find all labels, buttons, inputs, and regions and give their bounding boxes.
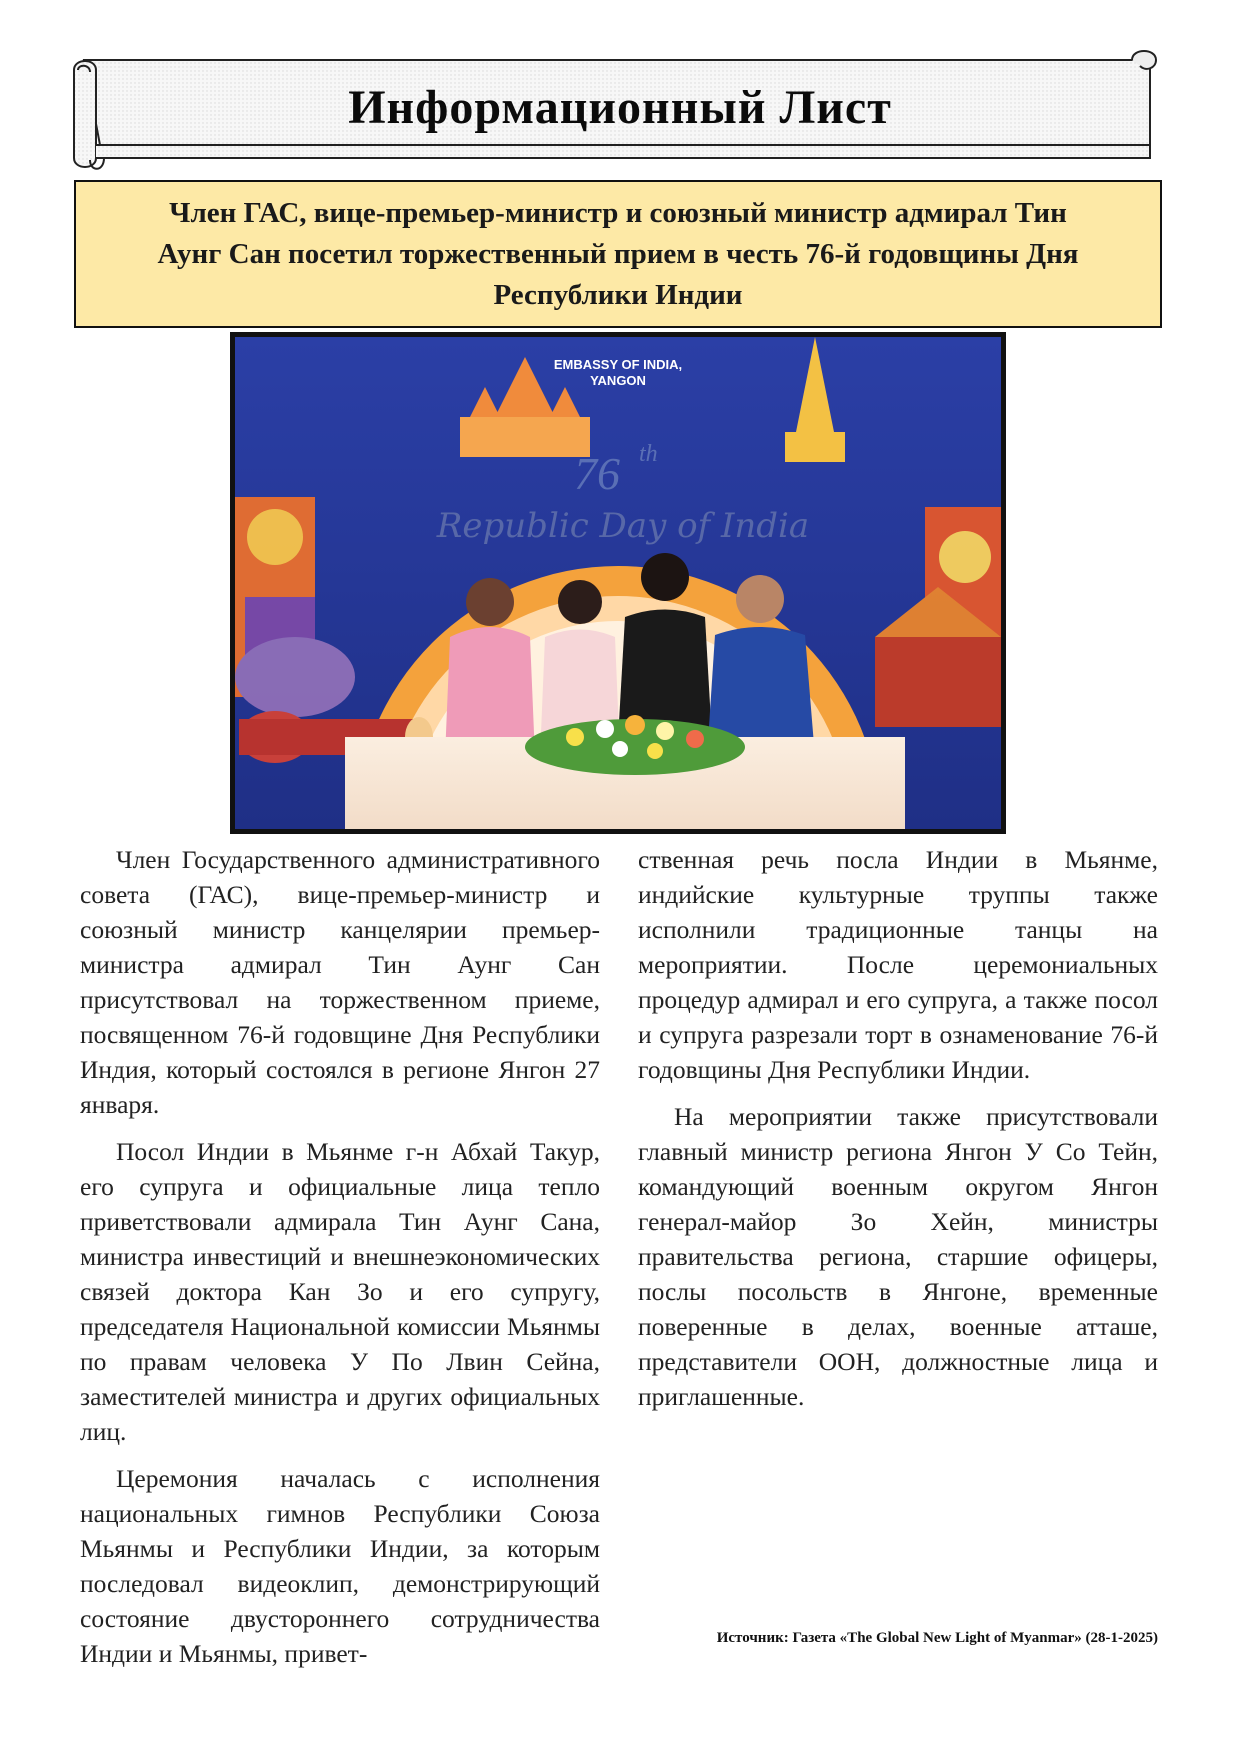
- article-column-left: [80, 842, 600, 1683]
- headline-text: Член ГАС, вице-премьер-министр и союзный министр адмирал Тин Аунг Сан посетил торжественный прием в честь 76-й годовщины Дня Республики Индии: [157, 196, 1079, 311]
- paragraph: На мероприятии также присутствовали главный министр региона Янгон У Со Тейн, командующий военным округом Янгон генерал-майор Зо Хейн, министры правительства региона, старшие офицеры, послы посольств в Янгоне, временные поверенные в делах, военные атташе, представители ООН, должностные лица и приглашенные.: [638, 1102, 1158, 1411]
- source-citation: Источник: Газета «The Global New Light of Myanmar» (28-1-2025): [716, 1630, 1158, 1646]
- headline-box: [74, 180, 1162, 328]
- anniversary-suffix: th: [639, 441, 658, 467]
- event-title: Republic Day of India: [436, 506, 810, 546]
- page-title: Информационный Лист: [348, 81, 892, 134]
- paragraph: Член Государственного административного совета (ГАС), вице-премьер-министр и союзный министр канцелярии премьер-министра адмирал Тин Аунг Сан присутствовал на торжественном приеме, посвященном 76-й годовщине Дня Республики Индия, который состоялся в регионе Янгон 27 января.: [80, 845, 600, 1119]
- article-column-right: [638, 842, 1158, 1426]
- embassy-line-2: YANGON: [590, 373, 646, 388]
- event-photo-illustration: [235, 337, 1001, 829]
- anniversary-number: 76: [574, 448, 620, 499]
- paragraph: ственная речь посла Индии в Мьянме, индийские культурные труппы также исполнили традиционные танцы на мероприятии. После церемониальных процедур адмирал и его супруга, а также посол и супруга разрезали торт в ознаменование 76-й годовщины Дня Республики Индии.: [638, 845, 1158, 1084]
- paragraph: Посол Индии в Мьянме г-н Абхай Такур, его супруга и официальные лица тепло приветствовали адмирала Тин Аунг Сана, министра инвестиций и внешнеэкономических связей доктора Кан Зо и его супругу, председателя Национальной комиссии Мьянмы по правам человека У По Лвин Сейна, заместителей министра и других официальных лиц.: [80, 1137, 600, 1446]
- event-photo: [230, 332, 1006, 834]
- embassy-line-1: EMBASSY OF INDIA,: [553, 357, 683, 372]
- paragraph: Церемония началась с исполнения национальных гимнов Республики Союза Мьянмы и Республики Индии, за которым последовал видеоклип, демонстрирующий состояние двустороннего сотрудничества Индии и Мьянмы, привет-: [80, 1464, 600, 1668]
- title-banner: [70, 50, 1170, 180]
